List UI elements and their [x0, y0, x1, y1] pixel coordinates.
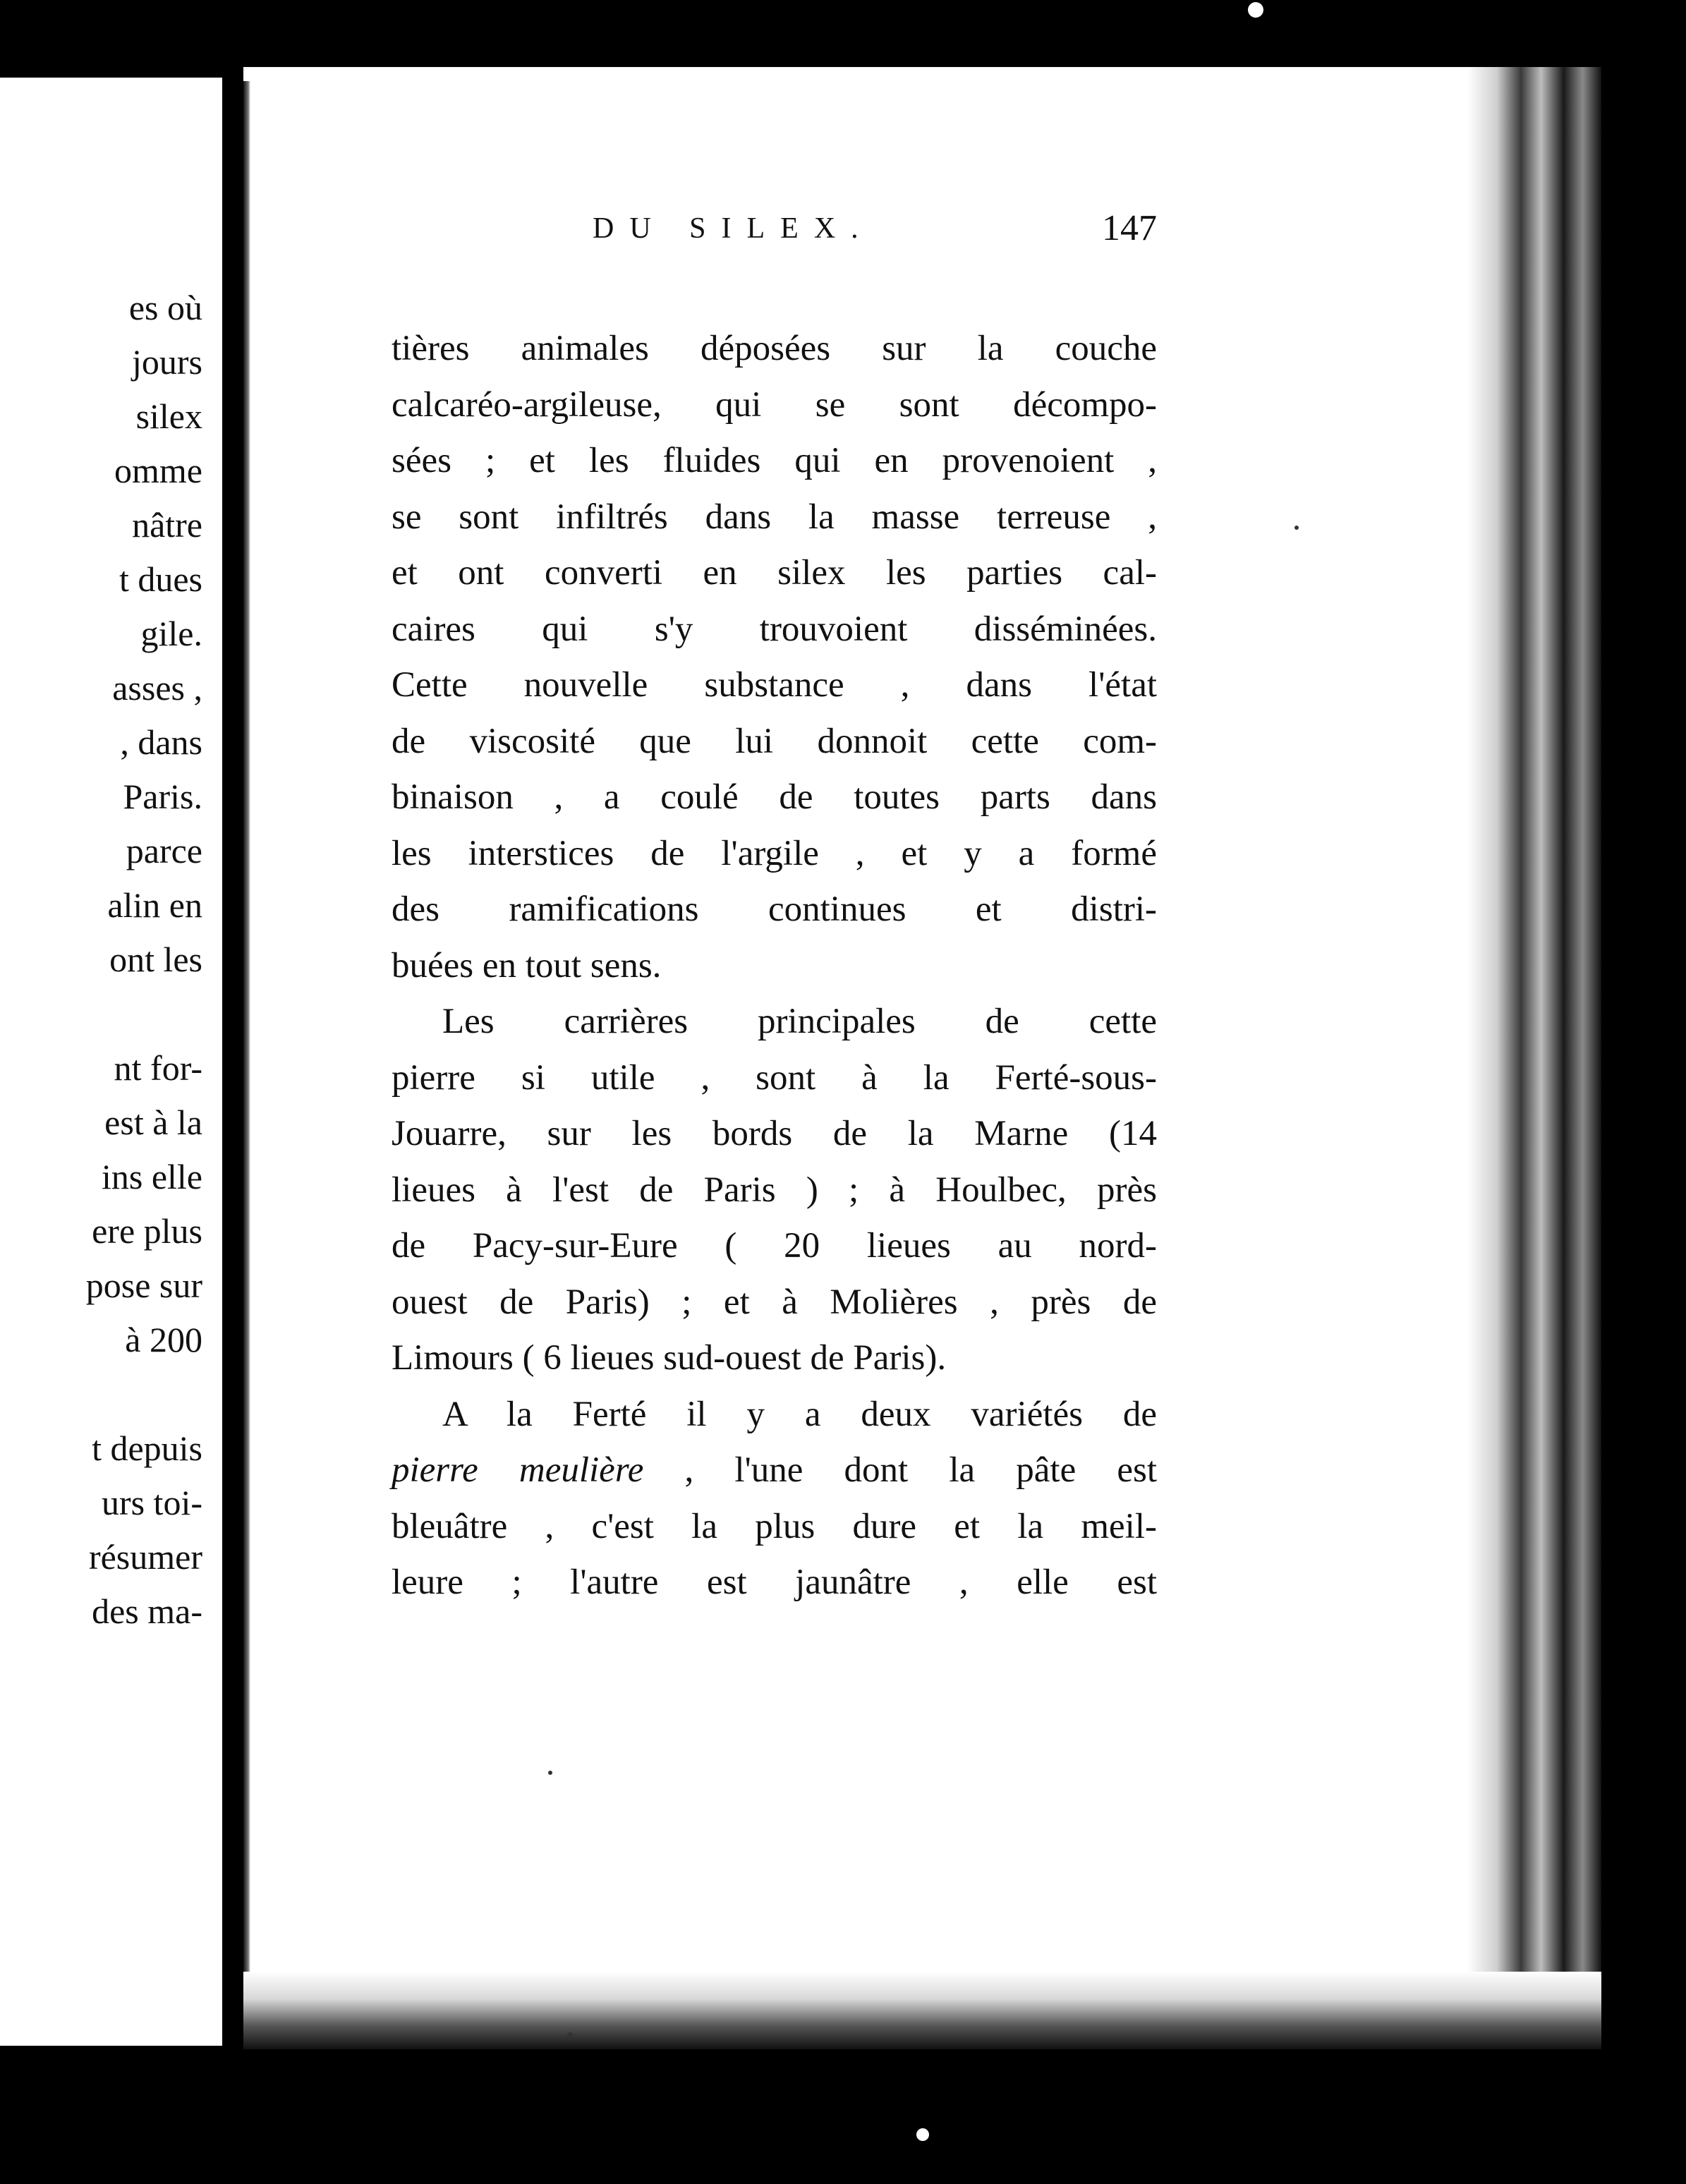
left-line: à 200 [125, 1320, 202, 1359]
running-title: DU SILEX. [593, 212, 874, 245]
left-line: alin en [107, 885, 202, 925]
text-line: Limours ( 6 lieues sud-ouest de Paris). [392, 1338, 947, 1378]
text-line: de viscosité que lui donnoit cette com- [392, 721, 1157, 761]
left-line: omme [114, 451, 202, 490]
left-line: parce [126, 831, 202, 870]
paragraph-first-line: A la Ferté il y a deux variétés de [442, 1394, 1157, 1434]
left-line: t dues [119, 559, 202, 599]
left-line: ont les [109, 940, 202, 979]
left-line: urs toi- [101, 1483, 202, 1522]
left-line: asses , [112, 668, 202, 708]
left-line: Paris. [123, 777, 202, 816]
text-line: leure ; l'autre est jaunâtre , elle est [392, 1563, 1157, 1602]
left-line-gap [86, 1367, 202, 1421]
left-line: résumer [88, 1537, 202, 1577]
page-spine-shadow [243, 81, 250, 2042]
left-line-gap [86, 987, 202, 1041]
text-line: Jouarre, sur les bords de la Marne (14 [392, 1114, 1157, 1153]
left-line: gile. [140, 614, 202, 653]
text-line: de Pacy-sur-Eure ( 20 lieues au nord- [392, 1226, 1157, 1266]
page-edge-shadow [1467, 67, 1601, 2049]
text-line: Cette nouvelle substance , dans l'état [392, 665, 1157, 705]
text-line: tières animales déposées sur la couche [392, 329, 1157, 368]
left-page-text [86, 281, 202, 1639]
text-line: bleuâtre , c'est la plus dure et la meil- [392, 1506, 1157, 1546]
left-line: ins elle [101, 1157, 202, 1196]
left-line: nâtre [132, 505, 202, 545]
body-text [392, 321, 1157, 1611]
left-line: est à la [104, 1103, 202, 1142]
book-gutter [222, 71, 243, 2046]
left-line: nt for- [114, 1048, 202, 1088]
page-number: 147 [1102, 208, 1157, 248]
text-line-with-italic [392, 1443, 1157, 1499]
text-line-rest: , l'une dont la pâte est [643, 1450, 1157, 1490]
ink-speck [916, 2128, 929, 2141]
text-line: calcaréo-argileuse, qui se sont décompo- [392, 384, 1157, 425]
left-page [0, 78, 222, 2046]
left-line: jours [132, 342, 202, 382]
ink-speck [1248, 2, 1263, 18]
paragraph-first-line: Les carrières principales de cette [442, 1002, 1157, 1041]
left-line: ere plus [92, 1211, 202, 1251]
text-line: binaison , a coulé de toutes parts dans [392, 777, 1157, 817]
italic-term: pierre meulière [392, 1450, 644, 1490]
text-line: et ont converti en silex les parties cal- [392, 553, 1157, 593]
text-line: se sont infiltrés dans la masse terreuse , [392, 497, 1157, 537]
left-line: es où [128, 288, 202, 327]
text-line: les interstices de l'argile , et y a formé [392, 833, 1157, 873]
text-line: caires qui s'y trouvoient disséminées. [392, 609, 1157, 649]
text-line: des ramifications continues et distri- [392, 890, 1157, 929]
left-line: , dans [120, 722, 202, 762]
text-line: sées ; et les fluides qui en provenoient , [392, 441, 1157, 480]
text-line: pierre si utile , sont à la Ferté-sous- [392, 1057, 1157, 1098]
left-line: silex [135, 396, 202, 436]
left-line: t depuis [92, 1428, 202, 1468]
left-line: des ma- [92, 1591, 202, 1631]
text-line: ouest de Paris) ; et à Molières , près de [392, 1282, 1157, 1322]
text-line: lieues à l'est de Paris ) ; à Houlbec, près [392, 1170, 1157, 1210]
page-bottom-shadow [243, 1972, 1601, 2049]
text-line: buées en tout sens. [392, 945, 662, 985]
running-head [360, 208, 1157, 275]
left-line: pose sur [85, 1266, 202, 1305]
